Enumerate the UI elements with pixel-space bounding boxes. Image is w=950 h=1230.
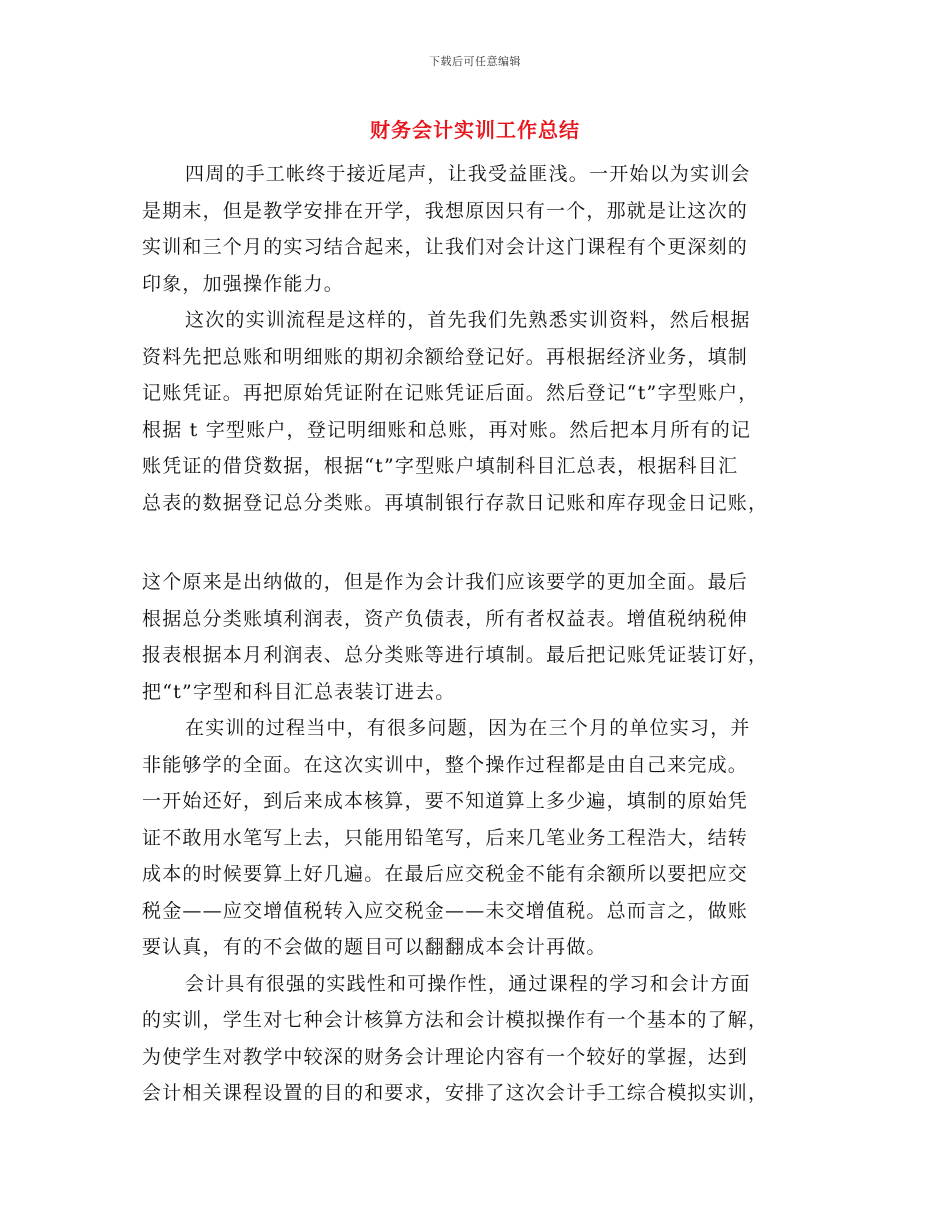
header-note: 下载后可任意编辑 (429, 55, 521, 68)
paragraph-line: 总表的数据登记总分类账。再填制银行存款日记账和库存现金日记账， (142, 491, 769, 514)
paragraph-line: 税金——应交增值税转入应交税金——未交增值税。总而言之，做账 (142, 899, 749, 922)
paragraph-line: 账凭证的借贷数据，根据“t”字型账户填制科目汇总表，根据科目汇 (142, 455, 739, 477)
paragraph-line: 印象，加强操作能力。 (142, 272, 345, 295)
paragraph-line: 的实训，学生对七种会计核算方法和会计模拟操作有一个基本的了解， (142, 1009, 769, 1031)
paragraph-line: 四周的手工帐终于接近尾声，让我受益匪浅。一开始以为实训会 (185, 163, 751, 185)
paragraph-line: 在实训的过程当中，有很多问题，因为在三个月的单位实习，并 (185, 717, 751, 739)
paragraph-line: 会计具有很强的实践性和可操作性，通过课程的学习和会计方面 (185, 972, 751, 995)
paragraph-line: 证不敢用水笔写上去，只能用铅笔写，后来几笔业务工程浩大，结转 (142, 826, 749, 849)
paragraph-line: 会计相关课程设置的目的和要求，安排了这次会计手工综合模拟实训， (142, 1082, 769, 1104)
paragraph-line: 非能够学的全面。在这次实训中，整个操作过程都是由自己来完成。 (142, 753, 749, 776)
paragraph-line: 成本的时候要算上好几遍。在最后应交税金不能有余额所以要把应交 (142, 863, 749, 885)
paragraph-line: 把“t”字型和科目汇总表装订进去。 (142, 680, 456, 703)
paragraph-line: 记账凭证。再把原始凭证附在记账凭证后面。然后登记“t”字型账户， (142, 382, 759, 404)
body-text-block-1 (142, 156, 822, 521)
paragraph-line: 是期末，但是教学安排在开学，我想原因只有一个，那就是让这次的 (142, 199, 749, 222)
paragraph-line: 根据总分类账填利润表，资产负债表，所有者权益表。增值税纳税伸 (142, 607, 749, 630)
paragraph-line: 资料先把总账和明细账的期初余额给登记好。再根据经济业务，填制 (142, 345, 749, 368)
paragraph-line: 要认真，有的不会做的题目可以翻翻成本会计再做。 (142, 936, 607, 958)
paragraph-line: 这次的实训流程是这样的，首先我们先熟悉实训资料，然后根据 (185, 309, 751, 331)
paragraph-line: 根据 t 字型账户，登记明细账和总账，再对账。然后把本月所有的记 (142, 418, 752, 441)
document-title: 财务会计实训工作总结 (370, 118, 580, 142)
paragraph-line: 为使学生对教学中较深的财务会计理论内容有一个较好的掌握，达到 (142, 1045, 749, 1068)
paragraph-line: 这个原来是出纳做的，但是作为会计我们应该要学的更加全面。最后 (142, 571, 749, 593)
paragraph-line: 实训和三个月的实习结合起来，让我们对会计这门课程有个更深刻的 (142, 236, 749, 258)
paragraph-line: 一开始还好，到后来成本核算，要不知道算上多少遍，填制的原始凭 (142, 790, 749, 812)
body-text-block-2 (142, 564, 822, 1112)
paragraph-line: 报表根据本月利润表、总分类账等进行填制。最后把记账凭证装订好， (142, 644, 769, 666)
